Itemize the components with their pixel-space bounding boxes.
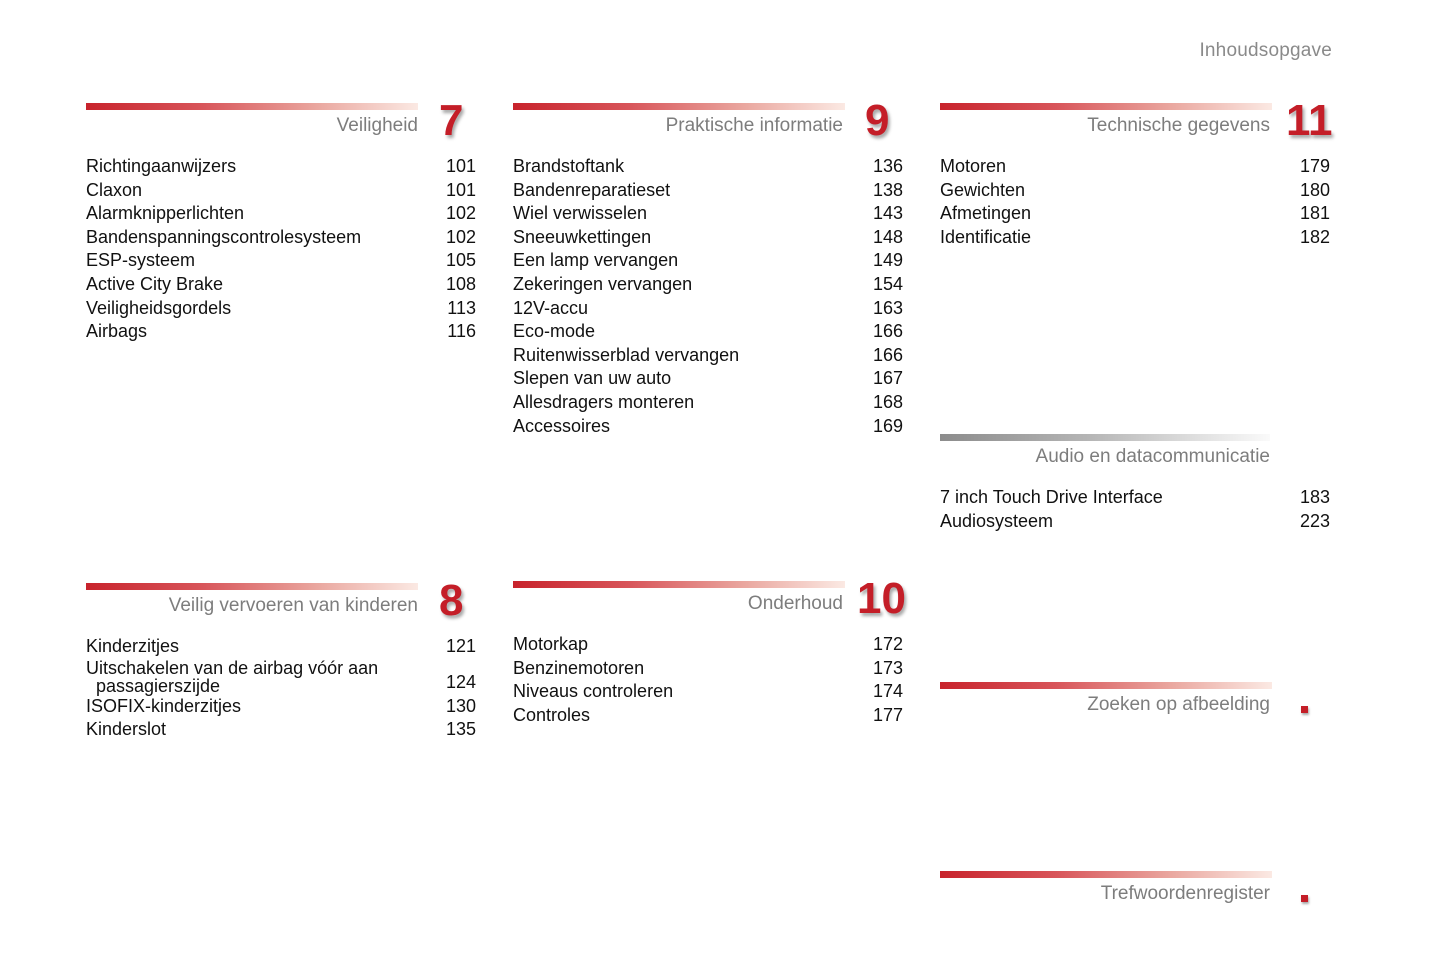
entry-label: Motorkap [513,634,589,654]
toc-entry[interactable] [86,179,476,203]
entry-label-line2: passagierszijde [96,675,221,696]
entry-page: 130 [445,695,476,716]
entry-page: 177 [872,704,903,725]
toc-entry[interactable] [940,179,1330,203]
entry-label: Sneeuwkettingen [513,226,652,247]
toc-entry[interactable] [940,510,1330,534]
entry-page: 169 [872,415,903,436]
entry-label: Bandenreparatieset [513,179,671,200]
toc-entry[interactable] [513,179,903,203]
entry-label: Bandenspanningscontrolesysteem [86,226,362,247]
entry-page: 181 [1299,203,1330,224]
toc-entry[interactable] [940,226,1330,250]
entry-label: Ruitenwisserblad vervangen [513,344,740,365]
section-bar [940,103,1272,110]
entry-label: Veiligheidsgordels [86,297,232,318]
section-bar [86,583,418,590]
chapter-number[interactable]: 7 [439,96,464,145]
toc-entry[interactable] [940,155,1330,179]
entry-label: Richtingaanwijzers [86,156,237,176]
entry-page: 136 [872,156,903,176]
entry-label: Motoren [940,156,1007,176]
toc-list [86,155,476,344]
section-bar [940,682,1272,689]
section-bar [513,581,845,588]
toc-entry[interactable] [513,633,903,657]
toc-entry[interactable] [86,155,476,179]
section-bar [940,434,1270,441]
entry-label: Alarmknipperlichten [86,203,245,224]
entry-page: 223 [1299,510,1330,531]
entry-page: 180 [1299,179,1330,200]
toc-entry[interactable] [513,680,903,704]
entry-label [86,659,378,695]
toc-entry[interactable] [86,659,476,695]
toc-entry[interactable] [513,344,903,368]
section-bar [86,103,418,110]
section-bar [513,103,845,110]
toc-list [513,633,903,727]
entry-page: 166 [872,344,903,365]
entry-page: 113 [447,297,476,318]
toc-entry[interactable] [513,273,903,297]
entry-page: 108 [445,273,476,294]
toc-entry[interactable] [86,273,476,297]
toc-entry[interactable] [513,297,903,321]
toc-entry[interactable] [513,367,903,391]
page-header: Inhoudsopgave [1199,40,1332,61]
entry-label-line1: Uitschakelen van de airbag vóór aan [86,657,379,678]
toc-entry[interactable] [940,486,1330,510]
entry-label: 12V-accu [513,297,589,318]
toc-entry[interactable] [86,320,476,344]
section-bar [940,871,1272,878]
entry-page: 102 [445,226,476,247]
toc-entry[interactable] [513,415,903,439]
entry-label: Audiosysteem [940,510,1054,531]
entry-page: 173 [872,657,903,678]
section-title[interactable]: Veilig vervoeren van kinderen [168,595,418,616]
toc-entry[interactable] [86,695,476,719]
entry-page: 174 [872,681,903,702]
toc-entry[interactable] [513,202,903,226]
entry-label: Wiel verwisselen [513,203,648,224]
section-title[interactable]: Veiligheid [336,115,418,136]
entry-page: 116 [447,321,476,342]
toc-entry[interactable] [513,226,903,250]
entry-label: Gewichten [940,179,1026,200]
entry-page: 121 [445,636,476,656]
toc-entry[interactable] [513,657,903,681]
entry-page: 148 [872,226,903,247]
toc-entry[interactable] [86,202,476,226]
chapter-number[interactable]: 9 [865,96,890,145]
toc-list [940,155,1330,249]
toc-entry[interactable] [86,635,476,659]
entry-label: Zekeringen vervangen [513,273,693,294]
entry-label: Airbags [86,321,148,342]
entry-page: 135 [445,719,476,740]
entry-label: 7 inch Touch Drive Interface [940,487,1163,507]
toc-list [940,486,1330,533]
entry-page: 124 [445,672,476,692]
entry-page: 182 [1299,226,1330,247]
entry-label: Kinderslot [86,719,167,740]
entry-label: Accessoires [513,415,611,436]
entry-label: Claxon [86,179,143,200]
entry-page: 167 [872,368,903,389]
toc-entry[interactable] [513,320,903,344]
toc-entry[interactable] [513,155,903,179]
toc-entry[interactable] [86,718,476,742]
chapter-marker[interactable] [1301,895,1308,902]
chapter-marker[interactable] [1301,706,1308,713]
entry-label: Identificatie [940,226,1032,247]
section-title[interactable]: Audio en datacommunicatie [1035,446,1270,467]
entry-page: 179 [1299,156,1330,176]
entry-label: Allesdragers monteren [513,391,695,412]
entry-label: Niveaus controleren [513,681,674,702]
chapter-number[interactable]: 11 [1286,96,1333,145]
entry-label: Slepen van uw auto [513,368,672,389]
entry-label: Kinderzitjes [86,636,180,656]
section-title[interactable]: Zoeken op afbeelding [1087,694,1270,715]
entry-page: 172 [872,634,903,654]
entry-label: Active City Brake [86,273,224,294]
section-title[interactable]: Onderhoud [747,593,843,614]
chapter-number[interactable]: 10 [857,574,906,623]
entry-page: 138 [872,179,903,200]
entry-label: Benzinemotoren [513,657,645,678]
entry-label: Eco-mode [513,321,596,342]
toc-entry[interactable] [940,202,1330,226]
entry-page: 166 [872,321,903,342]
entry-page: 102 [445,203,476,224]
entry-label: Brandstoftank [513,156,625,176]
entry-page: 143 [872,203,903,224]
toc-entry[interactable] [86,249,476,273]
section-title[interactable]: Praktische informatie [665,115,843,136]
entry-label: Een lamp vervangen [513,250,679,271]
toc-entry[interactable] [513,704,903,728]
entry-page: 168 [872,391,903,412]
toc-entry[interactable] [86,297,476,321]
section-title[interactable]: Technische gegevens [1087,115,1270,136]
entry-page: 101 [445,179,476,200]
entry-page: 183 [1299,487,1330,507]
toc-list [513,155,903,438]
entry-label: ESP-systeem [86,250,196,271]
entry-label: Controles [513,704,591,725]
entry-label: ISOFIX-kinderzitjes [86,695,242,716]
entry-page: 105 [445,250,476,271]
toc-list [86,635,476,742]
entry-page: 154 [872,273,903,294]
entry-page: 163 [872,297,903,318]
toc-entry[interactable] [513,391,903,415]
chapter-number[interactable]: 8 [439,576,464,625]
entry-page: 101 [445,156,476,176]
toc-entry[interactable] [513,249,903,273]
entry-label: Afmetingen [940,203,1032,224]
section-title[interactable]: Trefwoordenregister [1100,883,1270,904]
toc-entry[interactable] [86,226,476,250]
entry-page: 149 [872,250,903,271]
